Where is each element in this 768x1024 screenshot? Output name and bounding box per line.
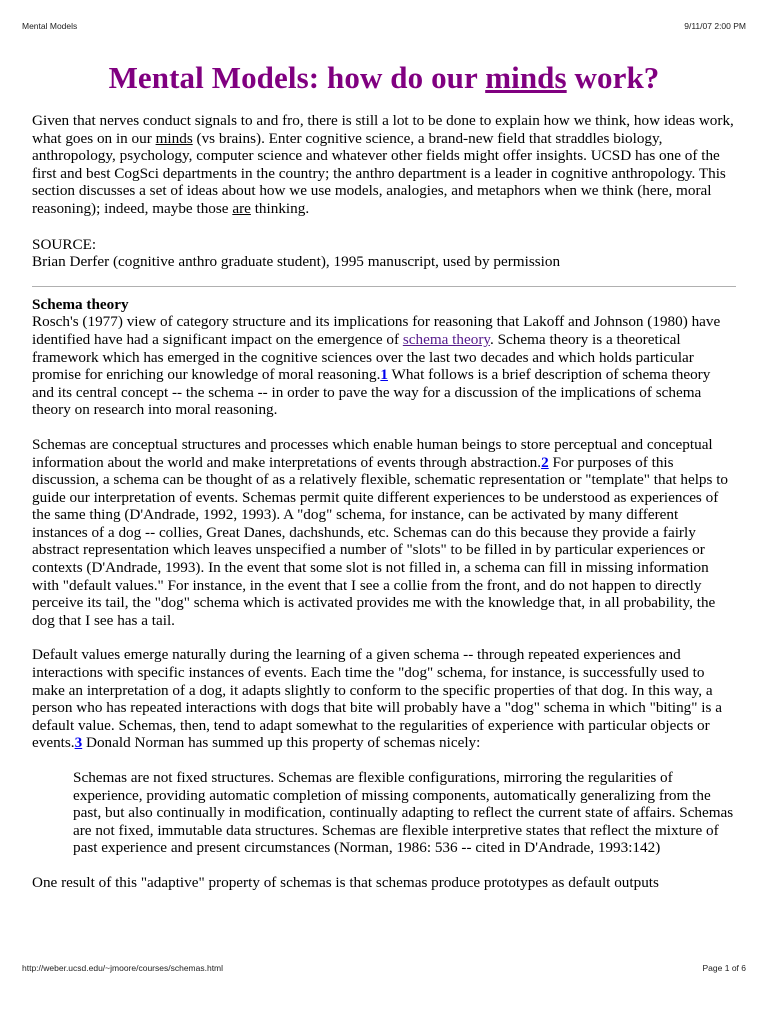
intro-paragraph: Given that nerves conduct signals to and fro, there is still a lot to be done to explain how we think, how ideas work, what goes on in our minds (vs brains). Enter cognitive science, a brand-new field that straddles biology, anthropology, psychology, computer science and whatever other fields might offer insights. UCSD has one of the first and best CogSci departments in the country; the anthro department is a leader in cognitive anthropology. This section discusses a set of ideas about how we use models, analogies, and metaphors when we think (here, moral reasoning); indeed, maybe those are thinking. xyxy=(32,112,734,217)
header-page-title: Mental Models xyxy=(22,21,78,31)
schema-paragraph-3: Default values emerge naturally during the learning of a given schema -- through repeated experiences and interactions with specific instances of events. Each time the "dog" schema, for instance, is successfully used to make an interpretation of a dog, it adapts slightly to conform to the specific properties of that dog. In this way, a person who has repeated interactions with dogs that bite will probably have a "dog" schema in which "biting" is a default value. Schemas, then, tend to adapt somewhat to the regularities of experience with particular objects or events.3 Donald Norman has summed up this property of schemas nicely: xyxy=(32,646,722,752)
norman-quote: Schemas are not fixed structures. Schemas are flexible configurations, mirroring the regularities of experience, providing automatic completion of missing components, automatically generalizing from the past, but also continually in modification, continually adapting to reflect the current state of affairs. Schemas are not fixed, immutable data structures. Schemas are flexible interpretive states that reflect the mixture of past experience and present circumstances (Norman, 1986: 536 -- cited in D'Andrade, 1993:142) xyxy=(73,769,734,857)
footer-url: http://weber.ucsd.edu/~jmoore/courses/schemas.html xyxy=(22,963,224,973)
header-datetime: 9/11/07 2:00 PM xyxy=(684,21,746,31)
source-block xyxy=(32,236,736,271)
footer-page-number: Page 1 of 6 xyxy=(702,963,746,973)
print-footer xyxy=(22,963,746,973)
intro-minds-link[interactable]: minds xyxy=(155,129,193,147)
source-text: Brian Derfer (cognitive anthro graduate student), 1995 manuscript, used by permission xyxy=(32,253,561,271)
schema-paragraph-4: One result of this "adaptive" property of schemas is that schemas produce prototypes as default outputs xyxy=(32,873,659,891)
footnote-link-3[interactable]: 3 xyxy=(74,734,83,752)
title-text-end: work? xyxy=(566,60,660,95)
intro-are-link[interactable]: are xyxy=(232,199,251,217)
section-divider xyxy=(32,286,736,287)
schema-theory-link[interactable]: schema theory xyxy=(402,330,490,348)
page-content xyxy=(32,56,736,892)
page-title xyxy=(32,56,736,100)
print-header xyxy=(22,21,746,31)
schema-paragraph-1: Rosch's (1977) view of category structure and its implications for reasoning that Lakoff and Johnson (1980) have identified have had a significant impact on the emergence of schema theory. Schema theory is a theoretical framework which has emerged in the cognitive sciences over the last two decades and which holds particular promise for enriching our knowledge of moral reasoning.1 What follows is a brief description of schema theory and its central concept -- the schema -- in order to pave the way for a discussion of the implications of schema theory on research into moral reasoning. xyxy=(32,313,721,419)
footnote-link-1[interactable]: 1 xyxy=(380,366,388,384)
section-title-schema-theory: Schema theory xyxy=(32,295,129,313)
source-label: SOURCE: xyxy=(32,235,97,253)
footnote-link-2[interactable]: 2 xyxy=(541,453,549,471)
schema-paragraph-2: Schemas are conceptual structures and processes which enable human beings to store perceptual and conceptual information about the world and make interpretations of events through abstraction.2 For purposes of this discussion, a schema can be thought of as a relatively flexible, schematic representation or "template" that helps to guide our interpretation of events. Schemas permit quite different experiences to be understood as experiences of the same thing (D'Andrade, 1992, 1993). A "dog" schema, for instance, can be activated by many different instances of a dog -- collies, Great Danes, dachshunds, etc. Schemas can do this because they provide a fairly abstract representation which leaves unspecified a number of "slots" to be filled in by particular experiences or contexts (D'Andrade, 1993). In the event that some slot is not filled in, a schema can fill in missing information with "default values." For instance, in the event that I see a collie from the front, and do not happen to directly perceive its tail, the "dog" schema which is activated provides me with the knowledge that, in all probability, the dog that I see has a tail. xyxy=(32,435,729,629)
title-minds-link[interactable]: minds xyxy=(485,60,567,95)
title-text-start: Mental Models: how do our xyxy=(108,60,486,95)
